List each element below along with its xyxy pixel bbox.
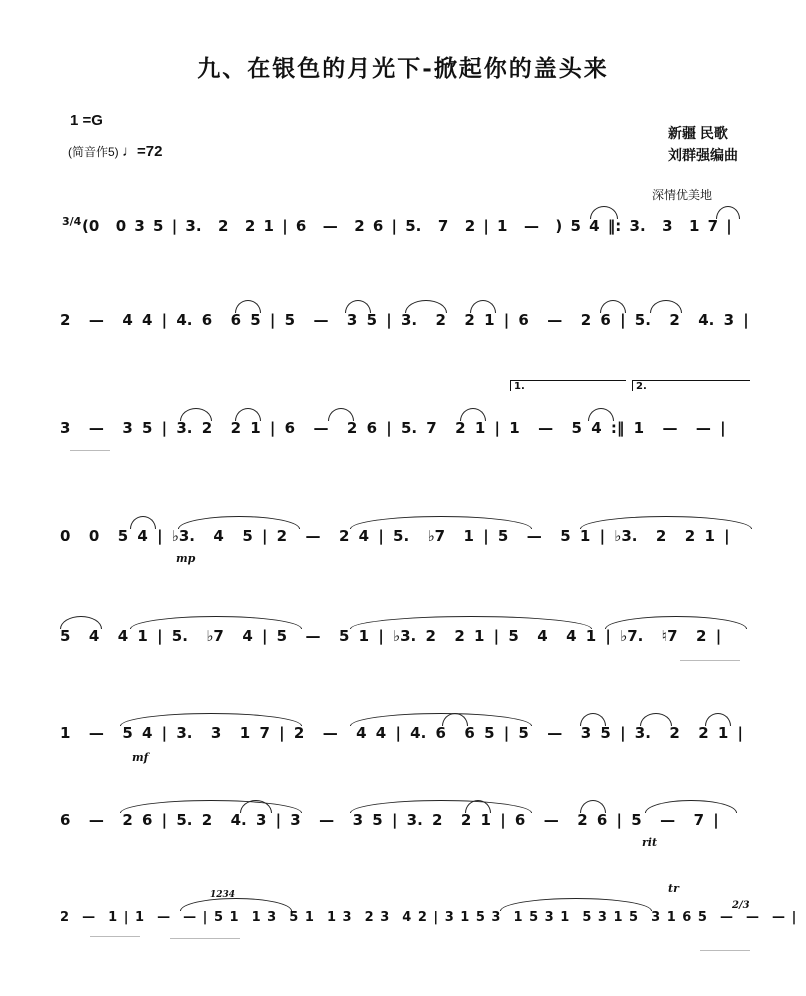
score-row-5 [60,626,752,666]
slur [600,300,626,313]
row-notation: 2 — 1 | 1 — — | 5 1 1 3 5 1 1 3 2 3 4 2 | 3 1 5 3 1 5 3 1 5 3 1 5 3 1 6 5 — — — | [60,910,797,925]
row-notation: 1 — 5 4 | 3. 3 1 7 | 2 — 4 4 | 4. 6 6 5 | 5 — 3 5 | 3. 2 2 1 | [60,724,744,742]
dynamic-mf: mf [132,751,149,764]
hairpin [70,450,110,451]
slur [235,408,261,421]
end-meter: 2/3 [732,900,750,911]
row-notation: 2 — 4 4 | 4. 6 6 5 | 5 — 3 5 | 3. 2 2 1 | 6 — 2 6 | 5. 2 4. 3 | [60,311,749,329]
dynamic-mp: mp [176,552,196,565]
row-notation: 0 0 5 4 | ♭3. 4 5 | 2 — 2 4 | 5. ♭7 1 | 5 — 5 1 | ♭3. 2 2 1 | [60,527,730,545]
slur [470,300,496,313]
slur [705,713,731,726]
slur [588,408,614,421]
slur [350,516,532,529]
score-row-8 [60,882,797,948]
volta-first: 1. [510,380,626,391]
slur [580,713,606,726]
rit-marking: rit [642,836,658,849]
slur [328,408,354,421]
slur [130,516,156,529]
original-pitch-tempo [68,143,162,160]
tempo-marking: ♩=72 [122,143,163,160]
slur [580,516,752,529]
slur [60,616,102,629]
slur [120,800,302,813]
page-title: 九、在银色的月光下-掀起你的盖头来 [197,55,609,82]
hairpin [90,936,140,937]
slur [235,300,261,313]
slur [650,300,682,313]
score-row-2 [60,310,752,350]
slur [345,300,371,313]
slur [130,616,302,629]
score-row-6 [60,723,752,763]
slur [405,300,447,313]
original-pitch: (简音作5) [68,145,119,159]
row-notation: 5 4 4 1 | 5. ♭7 4 | 5 — 5 1 | ♭3. 2 2 1 | 5 4 4 1 | ♭7. ♮7 2 | [60,627,722,645]
slur [460,408,486,421]
hairpin [680,660,740,661]
slur [180,898,292,911]
arranger-credit: 刘群强编曲 [668,147,738,163]
slur [500,898,652,911]
volta-second: 2. [632,380,750,391]
slur [350,713,532,726]
slur [590,206,618,219]
row-notation: (0 0 3 5 | 3. 2 2 1 | 6 — 2 6 | 5. 7 2 | 1 — ) 5 4 ‖: 3. 3 1 7 | [82,217,732,235]
row-notation: 3 — 3 5 | 3. 2 2 1 | 6 — 2 6 | 5. 7 2 1 | 1 — 5 4 :‖ 1 — — | [60,419,726,437]
score-row-3 [60,381,752,458]
hairpin [700,950,750,951]
key-signature: 1 =G [70,112,103,129]
slur [605,616,747,629]
slur [120,713,302,726]
time-signature: 3/4 [62,215,82,228]
score-row-1 [60,216,752,256]
slur [180,408,212,421]
trill-marking: tr [668,882,679,895]
row-notation: 6 — 2 6 | 5. 2 4. 3 | 3 — 3 5 | 3. 2 2 1 | 6 — 2 6 | 5 — 7 | [60,811,719,829]
slur [350,616,592,629]
slur [178,516,300,529]
score-row-7 [60,810,752,850]
region-credit: 新疆 民歌 [668,125,728,141]
slur [716,206,740,219]
grace-notes: 1234 [210,890,236,900]
slur [580,800,606,813]
slur [640,713,672,726]
score-row-4 [60,526,752,566]
slur [350,800,532,813]
expression-marking: 深情优美地 [652,188,713,202]
hairpin [170,938,240,939]
slur [645,800,737,813]
